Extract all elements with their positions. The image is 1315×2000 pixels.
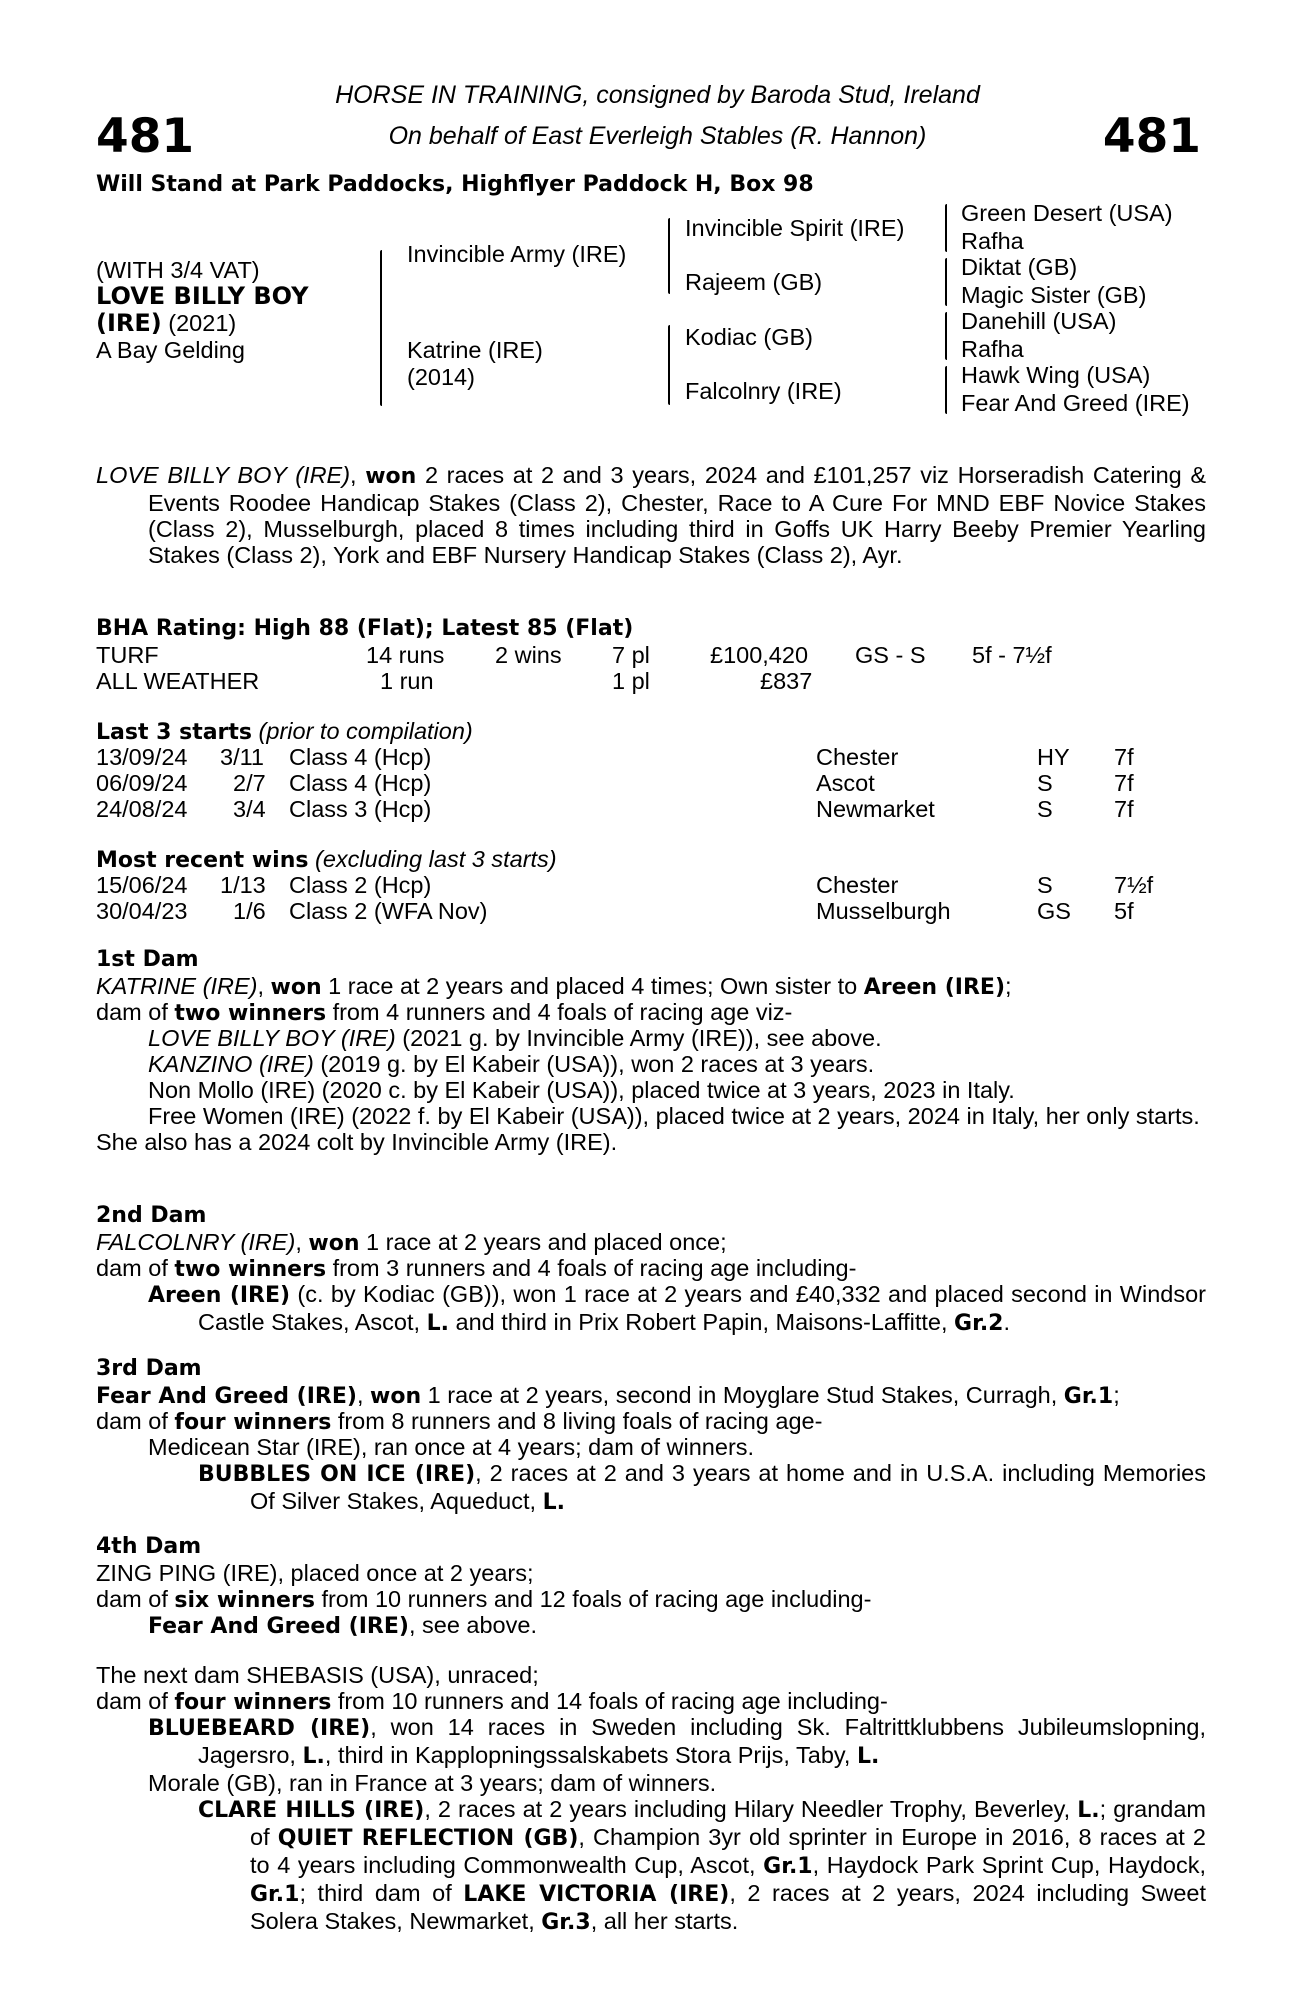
bha-surface: ALL WEATHER: [96, 668, 260, 694]
summary-won: won: [365, 464, 417, 489]
grade: Gr.2: [954, 1311, 1004, 1336]
text: , see above.: [408, 1612, 537, 1638]
sire-dam-dam: Magic Sister (GB): [961, 282, 1147, 308]
text: from 10 runners and 12 foals of racing age including-: [314, 1586, 872, 1612]
next-dam-section: [96, 1662, 1206, 1936]
start-date: 24/08/24: [96, 796, 188, 822]
text: dam of: [96, 1586, 175, 1612]
grade: Gr.1: [1063, 1384, 1114, 1409]
text: from 8 runners and 8 living foals of racing age-: [331, 1408, 823, 1434]
text: , 2 races at 2 and 3 years at home and in U.S.A. including Memories Of Silver Stakes, Aqueduct,: [250, 1460, 1206, 1514]
bha-runs: 14 runs: [366, 642, 445, 668]
text: ; third dam of: [299, 1880, 464, 1906]
dam-line: [96, 1382, 1206, 1408]
text: .: [1003, 1309, 1011, 1335]
text: (c. by Kodiac (GB)), won 1 race at 2 years and £40,332 and placed second in Windsor Castle Stakes, Ascot,: [198, 1281, 1206, 1335]
dam-line: ZING PING (IRE), placed once at 2 years;: [96, 1560, 534, 1586]
text: , Champion 3yr old sprinter in Europe in 2016, 8 races at 2 to 4 years including Commonwealth Cup, Ascot,: [250, 1824, 1206, 1878]
race-summary: LOVE BILLY BOY (IRE), won 2 races at 2 and 3 years, 2024 and £101,257 viz Horseradish Catering & Events Roodee Handicap Stakes (Class 2), Chester, Race to A Cure For MND EBF Novice Stakes (Class 2), Musselburgh, placed 8 times including third in Goffs UK Harry Beeby Premier Yearling Stakes (Class 2), York and EBF Nursery Handicap Stakes (Class 2), Ayr.: [96, 462, 1207, 568]
vat-note: (WITH 3/4 VAT): [96, 257, 260, 283]
fourth-dam-section: [96, 1534, 1206, 1638]
bha-going: GS - S: [855, 642, 926, 668]
sire-sire-dam: Rafha: [961, 228, 1024, 254]
dam-year: (2014): [407, 364, 475, 390]
start-dist: 7f: [1114, 744, 1134, 770]
start-pos: 2/7: [233, 770, 266, 796]
consignor-line: HORSE IN TRAINING, consigned by Baroda Stud, Ireland: [335, 81, 980, 109]
pedigree-brace-3b: [945, 258, 947, 306]
dam-sire-dam: Rafha: [961, 336, 1024, 362]
start-class: Class 4 (Hcp): [289, 770, 432, 796]
text: from 3 runners and 4 foals of racing age including-: [326, 1255, 857, 1281]
text: , third in Kapplopningssalskabets Stora Prijs, Taby,: [324, 1742, 857, 1768]
recent-heading: [96, 846, 557, 874]
produce-name: KANZINO (IRE): [148, 1051, 314, 1077]
produce-item: Non Mollo (IRE) (2020 c. by El Kabeir (USA)), placed twice at 3 years, 2023 in Italy.: [148, 1077, 1015, 1103]
bha-wins: 2 wins: [495, 642, 562, 668]
grade: L.: [856, 1744, 880, 1769]
first-dam-section: [96, 947, 1206, 1155]
produce-item: [96, 1796, 1206, 1936]
text: 1 race at 2 years and placed once;: [359, 1229, 727, 1255]
produce-item: [96, 1051, 1206, 1077]
win-class: Class 2 (WFA Nov): [289, 898, 488, 924]
dam-line: The next dam SHEBASIS (USA), unraced;: [96, 1662, 539, 1688]
text: (2021 g. by Invincible Army (IRE)), see above.: [395, 1025, 882, 1051]
text: , all her starts.: [590, 1908, 739, 1934]
foal-note: She also has a 2024 colt by Invincible Army (IRE).: [96, 1129, 618, 1155]
dam-sire: Kodiac (GB): [685, 324, 813, 350]
text: ;: [1113, 1382, 1120, 1408]
lot-number-right: 481: [1102, 109, 1201, 164]
produce-name: Areen (IRE): [148, 1283, 291, 1308]
text: and third in Prix Robert Papin, Maisons-Laffitte,: [448, 1309, 955, 1335]
produce-item: Free Women (IRE) (2022 f. by El Kabeir (USA)), placed twice at 2 years, 2024 in Italy, her only starts.: [148, 1103, 1200, 1129]
bha-rating: BHA Rating: High 88 (Flat); Latest 85 (Flat): [96, 616, 634, 641]
produce-item: [96, 1281, 1206, 1337]
summary-text: 2 races at 2 and 3 years, 2024 and £101,257 viz Horseradish Catering & Events Roodee Handicap Stakes (Class 2), Chester, Race to A Cure For MND EBF Novice Stakes (Class 2), Musselburgh, placed 8 times including third in Goffs UK Harry Beeby Premier Yearling Stakes (Class 2), York and EBF Nursery Handicap Stakes (Class 2), Ayr.: [148, 462, 1207, 568]
grade: Gr.3: [541, 1910, 591, 1935]
grade: L.: [426, 1311, 449, 1336]
start-going: HY: [1037, 744, 1070, 770]
start-class: Class 4 (Hcp): [289, 744, 432, 770]
text: ,: [257, 973, 271, 999]
produce-item: [96, 1612, 1206, 1638]
winners-count: two winners: [174, 1001, 327, 1026]
grade: Gr.1: [250, 1882, 300, 1907]
text: 1 race at 2 years and placed 4 times; Own sister to: [321, 973, 864, 999]
win-pos: 1/13: [220, 872, 266, 898]
start-dist: 7f: [1114, 770, 1134, 796]
text: dam of: [96, 1688, 175, 1714]
pedigree-brace-2b: [668, 325, 670, 405]
text: ; grandam of: [250, 1796, 1206, 1850]
pedigree-brace-2a: [668, 218, 670, 294]
trainer-line: On behalf of East Everleigh Stables (R. Hannon): [388, 122, 927, 150]
start-course: Newmarket: [816, 796, 935, 822]
dam-name: KATRINE (IRE): [96, 973, 258, 999]
produce-name: BUBBLES ON ICE (IRE): [198, 1462, 476, 1487]
bha-runs: 1 run: [380, 668, 434, 694]
sire-sire-sire: Green Desert (USA): [961, 200, 1173, 226]
recent-title: Most recent wins: [96, 848, 309, 873]
produce-name: LOVE BILLY BOY (IRE): [148, 1025, 396, 1051]
produce-line: [96, 1586, 1206, 1612]
dam-line: [96, 1229, 1206, 1255]
lot-number-left: 481: [96, 109, 195, 164]
location-line: Will Stand at Park Paddocks, Highflyer Paddock H, Box 98: [96, 172, 814, 197]
last3-heading: [96, 718, 473, 746]
produce-name: BLUEBEARD (IRE): [148, 1716, 371, 1741]
win-pos: 1/6: [233, 898, 266, 924]
grade: L.: [302, 1744, 325, 1769]
produce-item: [96, 1025, 1206, 1051]
produce-item: [96, 1714, 1206, 1770]
sire-dam-sire: Diktat (GB): [961, 254, 1078, 280]
dam: Katrine (IRE): [407, 337, 543, 363]
winners-count: four winners: [174, 1690, 332, 1715]
bha-money: £837: [760, 668, 813, 694]
section-title: 3rd Dam: [96, 1356, 202, 1381]
last3-note: (prior to compilation): [252, 718, 473, 744]
start-dist: 7f: [1114, 796, 1134, 822]
grade: L.: [542, 1490, 565, 1515]
win-class: Class 2 (Hcp): [289, 872, 432, 898]
winners-count: two winners: [174, 1257, 327, 1282]
produce-name: CLARE HILLS (IRE): [198, 1798, 425, 1823]
text: ,: [295, 1229, 309, 1255]
text: dam of: [96, 1408, 175, 1434]
text: , 2 races at 2 years including Hilary Needler Trophy, Beverley,: [424, 1796, 1078, 1822]
relative-name: Areen (IRE): [863, 975, 1006, 1000]
produce-line: [96, 1688, 1206, 1714]
dam-sire-sire: Danehill (USA): [961, 308, 1117, 334]
start-pos: 3/4: [233, 796, 266, 822]
sire-sire: Invincible Spirit (IRE): [685, 215, 905, 241]
last3-title: Last 3 starts: [96, 720, 253, 745]
text: , 2 races at 2 years, 2024 including Sweet Solera Stakes, Newmarket,: [250, 1880, 1206, 1934]
summary-horse-name: LOVE BILLY BOY (IRE): [96, 462, 351, 488]
start-date: 06/09/24: [96, 770, 188, 796]
start-going: S: [1037, 770, 1053, 796]
dam-dam-dam: Fear And Greed (IRE): [961, 390, 1190, 416]
dam-dam-sire: Hawk Wing (USA): [961, 362, 1151, 388]
horse-year: (2021): [161, 310, 237, 336]
dam-name: FALCOLNRY (IRE): [96, 1229, 296, 1255]
pedigree-brace-3a: [945, 204, 947, 252]
winners-count: six winners: [174, 1588, 315, 1613]
dam-name: Fear And Greed (IRE): [96, 1384, 357, 1409]
produce-line: [96, 1255, 1206, 1281]
won-label: won: [270, 975, 322, 1000]
start-course: Chester: [816, 744, 899, 770]
pedigree-brace-1: [380, 250, 382, 406]
bha-dist: 5f - 7½f: [972, 642, 1052, 668]
relative-name: LAKE VICTORIA (IRE): [463, 1882, 730, 1907]
grade: Gr.1: [763, 1854, 813, 1879]
produce-item: Medicean Star (IRE), ran once at 4 years; dam of winners.: [148, 1434, 755, 1460]
section-title: 1st Dam: [96, 947, 199, 972]
win-date: 30/04/23: [96, 898, 188, 924]
win-dist: 5f: [1114, 898, 1134, 924]
start-date: 13/09/24: [96, 744, 188, 770]
pedigree-brace-3c: [945, 312, 947, 360]
pedigree-brace-3d: [945, 366, 947, 414]
won-label: won: [308, 1231, 360, 1256]
start-class: Class 3 (Hcp): [289, 796, 432, 822]
sire: Invincible Army (IRE): [407, 241, 627, 267]
produce-name: Fear And Greed (IRE): [148, 1614, 409, 1639]
text: dam of: [96, 999, 175, 1025]
text: from 10 runners and 14 foals of racing age including-: [331, 1688, 888, 1714]
start-pos: 3/11: [220, 744, 264, 770]
winners-count: four winners: [174, 1410, 332, 1435]
win-date: 15/06/24: [96, 872, 188, 898]
third-dam-section: [96, 1356, 1206, 1516]
text: , Haydock Park Sprint Cup, Haydock,: [812, 1852, 1206, 1878]
bha-pl: 7 pl: [612, 642, 650, 668]
text: ,: [356, 1382, 370, 1408]
win-dist: 7½f: [1114, 872, 1154, 898]
sire-dam: Rajeem (GB): [685, 269, 823, 295]
text: , won 14 races in Sweden including Sk. Faltrittklubbens Jubileumslopning, Jagersro,: [198, 1714, 1206, 1768]
win-going: S: [1037, 872, 1053, 898]
won-label: won: [370, 1384, 422, 1409]
win-course: Chester: [816, 872, 899, 898]
produce-item: Morale (GB), ran in France at 3 years; dam of winners.: [148, 1770, 717, 1796]
bha-pl: 1 pl: [612, 668, 650, 694]
horse-description: A Bay Gelding: [96, 337, 245, 363]
horse-name: LOVE BILLY BOY: [96, 282, 309, 310]
section-title: 4th Dam: [96, 1534, 202, 1559]
bha-surface: TURF: [96, 642, 159, 668]
text: ;: [1005, 973, 1012, 999]
start-going: S: [1037, 796, 1053, 822]
grade: L.: [1077, 1798, 1100, 1823]
horse-name-suffix: [96, 310, 236, 336]
text: 1 race at 2 years, second in Moyglare Stud Stakes, Curragh,: [421, 1382, 1064, 1408]
text: from 4 runners and 4 foals of racing age viz-: [326, 999, 793, 1025]
relative-name: QUIET REFLECTION (GB): [277, 1826, 579, 1851]
horse-country: (IRE): [96, 309, 162, 337]
win-going: GS: [1037, 898, 1071, 924]
bha-money: £100,420: [710, 642, 809, 668]
dam-dam: Falcolnry (IRE): [685, 378, 842, 404]
produce-line: [96, 999, 1206, 1025]
second-dam-section: [96, 1203, 1206, 1337]
dam-line: [96, 973, 1206, 999]
section-title: 2nd Dam: [96, 1203, 207, 1228]
win-course: Musselburgh: [816, 898, 951, 924]
produce-item: [96, 1460, 1206, 1516]
produce-line: [96, 1408, 1206, 1434]
text: (2019 g. by El Kabeir (USA)), won 2 races at 3 years.: [313, 1051, 875, 1077]
text: dam of: [96, 1255, 175, 1281]
start-course: Ascot: [816, 770, 875, 796]
recent-note: (excluding last 3 starts): [308, 846, 557, 872]
